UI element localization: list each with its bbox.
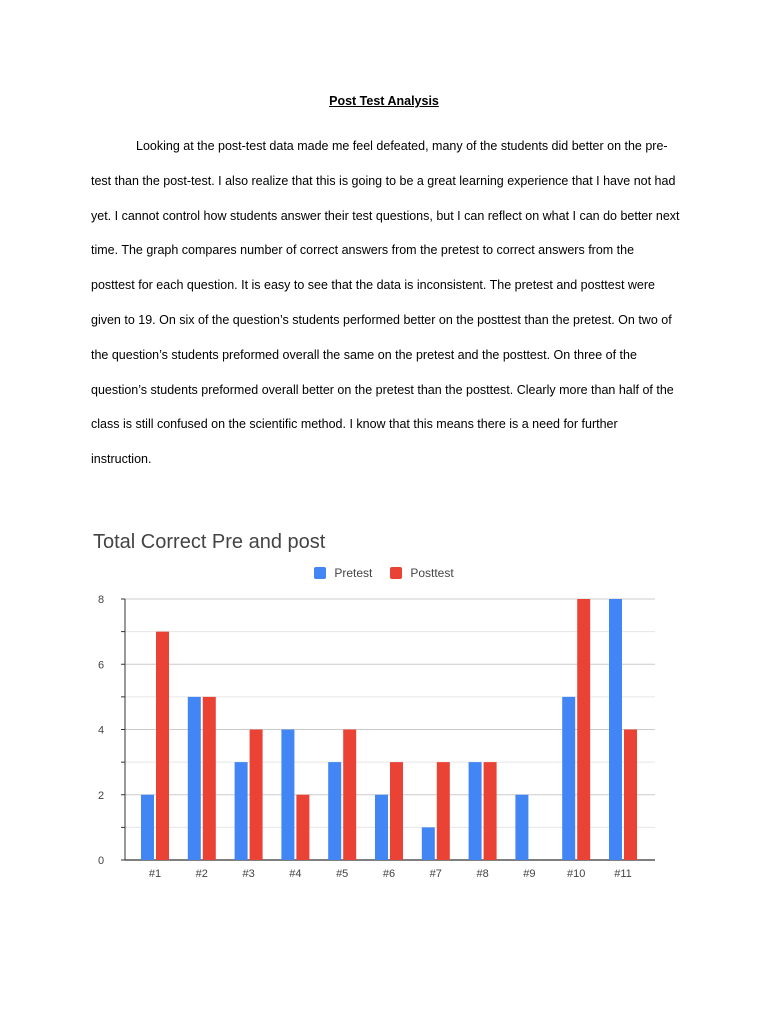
x-tick-label: #6 bbox=[382, 868, 396, 880]
bar-posttest-q2 bbox=[203, 697, 216, 860]
bar-posttest-q4 bbox=[296, 795, 309, 860]
x-tick-label: #4 bbox=[289, 868, 302, 880]
body-paragraph: Looking at the post-test data made me feel defeated, many of the students did better on the pre-test than the post-test. I also realize that this is going to be a great learning experience that I have not had yet. I cannot control how students answer their test questions, but I can reflect on what I can do better next time. The graph compares number of correct answers from the pretest to correct answers from the posttest for each question. It is easy to see that the data is inconsistent. The pretest and posttest were given to 19. On six of the question’s students performed better on the posttest than the pretest. On two of the question’s students preformed overall the same on the pretest and the posttest. On three of the question’s students preformed overall better on the pretest than the posttest. Clearly more than half of the class is still confused on the scientific method. I know that this means there is a need for further instruction. bbox=[91, 139, 680, 467]
x-tick-label: #10 bbox=[567, 868, 586, 880]
page-title: Post Test Analysis bbox=[329, 94, 439, 108]
bar-pretest-q6 bbox=[375, 795, 388, 860]
x-tick-label: #2 bbox=[195, 868, 208, 880]
legend-swatch-posttest bbox=[390, 567, 402, 579]
bar-pretest-q3 bbox=[235, 762, 248, 860]
bar-pretest-q11 bbox=[609, 599, 622, 860]
y-tick-label: 2 bbox=[98, 789, 105, 802]
y-tick-label: 4 bbox=[98, 724, 105, 737]
chart-title: Total Correct Pre and post bbox=[93, 531, 326, 553]
bar-pretest-q2 bbox=[188, 697, 201, 860]
bar-pretest-q9 bbox=[515, 795, 528, 860]
bar-posttest-q6 bbox=[390, 762, 403, 860]
bar-posttest-q3 bbox=[250, 730, 263, 861]
x-tick-label: #1 bbox=[148, 868, 162, 880]
bar-chart bbox=[0, 580, 768, 890]
x-tick-label: #8 bbox=[476, 868, 489, 880]
legend-swatch-pretest bbox=[314, 567, 326, 579]
legend-label-pretest: Pretest bbox=[334, 566, 373, 580]
x-tick-label: #11 bbox=[614, 868, 632, 880]
bar-posttest-q10 bbox=[577, 599, 590, 860]
bar-pretest-q4 bbox=[281, 730, 294, 861]
legend-item-pretest bbox=[314, 566, 372, 580]
y-tick-label: 0 bbox=[98, 855, 105, 867]
bar-pretest-q8 bbox=[469, 762, 482, 860]
x-tick-label: #7 bbox=[429, 868, 442, 880]
x-tick-label: #3 bbox=[242, 868, 255, 880]
bar-pretest-q1 bbox=[141, 795, 154, 860]
bar-posttest-q1 bbox=[156, 632, 169, 860]
bar-pretest-q7 bbox=[422, 827, 435, 860]
y-tick-label: 6 bbox=[98, 659, 105, 672]
bar-pretest-q5 bbox=[328, 762, 341, 860]
bar-posttest-q5 bbox=[343, 730, 356, 861]
y-tick-label: 8 bbox=[98, 594, 105, 606]
bar-posttest-q11 bbox=[624, 730, 637, 861]
x-tick-label: #9 bbox=[523, 868, 536, 880]
legend-item-posttest bbox=[390, 566, 453, 580]
bar-pretest-q10 bbox=[562, 697, 575, 860]
x-tick-label: #5 bbox=[336, 868, 349, 880]
bar-posttest-q8 bbox=[484, 762, 497, 860]
chart-legend bbox=[0, 566, 768, 580]
bar-posttest-q7 bbox=[437, 762, 450, 860]
legend-label-posttest: Posttest bbox=[410, 566, 454, 580]
